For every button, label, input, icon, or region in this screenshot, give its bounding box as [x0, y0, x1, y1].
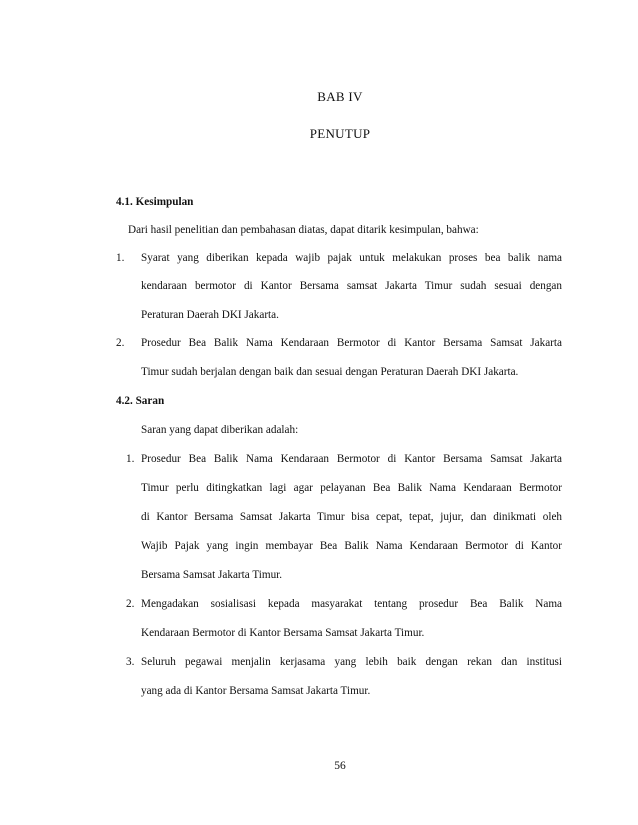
list-item-number: 2. — [116, 337, 125, 349]
list-item-line: kendaraan bermotor di Kantor Bersama samsat Jakarta Timur sudah sesuai dengan — [141, 280, 562, 292]
list-item-number: 1. — [126, 453, 135, 465]
list-item-line: Peraturan Daerah DKI Jakarta. — [141, 309, 279, 321]
chapter-title: PENUTUP — [309, 126, 371, 141]
list-item-line: Mengadakan sosialisasi kepada masyarakat tentang prosedur Bea Balik Nama — [141, 598, 562, 610]
page-number: 56 — [334, 760, 346, 772]
list-item-line: yang ada di Kantor Bersama Samsat Jakarta Timur. — [141, 685, 371, 697]
list-item-line: Prosedur Bea Balik Nama Kendaraan Bermotor di Kantor Bersama Samsat Jakarta — [141, 453, 562, 465]
list-item-line: Prosedur Bea Balik Nama Kendaraan Bermotor di Kantor Bersama Samsat Jakarta — [141, 337, 562, 349]
list-item-line: Timur perlu ditingkatkan lagi agar pelayanan Bea Balik Nama Kendaraan Bermotor — [141, 482, 562, 494]
section-heading-saran: 4.2. Saran — [116, 395, 165, 407]
list-item-line: Bersama Samsat Jakarta Timur. — [141, 569, 283, 581]
list-item-number: 3. — [126, 656, 135, 668]
list-item-line: di Kantor Bersama Samsat Jakarta Timur bisa cepat, tepat, jujur, dan dinikmati oleh — [141, 511, 562, 523]
list-item-number: 2. — [126, 598, 135, 610]
chapter-number: BAB IV — [317, 89, 363, 104]
list-item-number: 1. — [116, 252, 125, 264]
list-item-line: Kendaraan Bermotor di Kantor Bersama Samsat Jakarta Timur. — [141, 627, 425, 639]
list-item-line: Wajib Pajak yang ingin membayar Bea Balik Nama Kendaraan Bermotor di Kantor — [141, 540, 562, 552]
list-item-line: Syarat yang diberikan kepada wajib pajak untuk melakukan proses bea balik nama — [141, 252, 562, 264]
section-intro-kesimpulan: Dari hasil penelitian dan pembahasan diatas, dapat ditarik kesimpulan, bahwa: — [128, 224, 479, 236]
section-heading-kesimpulan: 4.1. Kesimpulan — [116, 196, 194, 208]
list-item-line: Timur sudah berjalan dengan baik dan sesuai dengan Peraturan Daerah DKI Jakarta. — [141, 366, 519, 378]
section-intro-saran: Saran yang dapat diberikan adalah: — [141, 424, 299, 436]
list-item-line: Seluruh pegawai menjalin kerjasama yang lebih baik dengan rekan dan institusi — [141, 656, 562, 668]
